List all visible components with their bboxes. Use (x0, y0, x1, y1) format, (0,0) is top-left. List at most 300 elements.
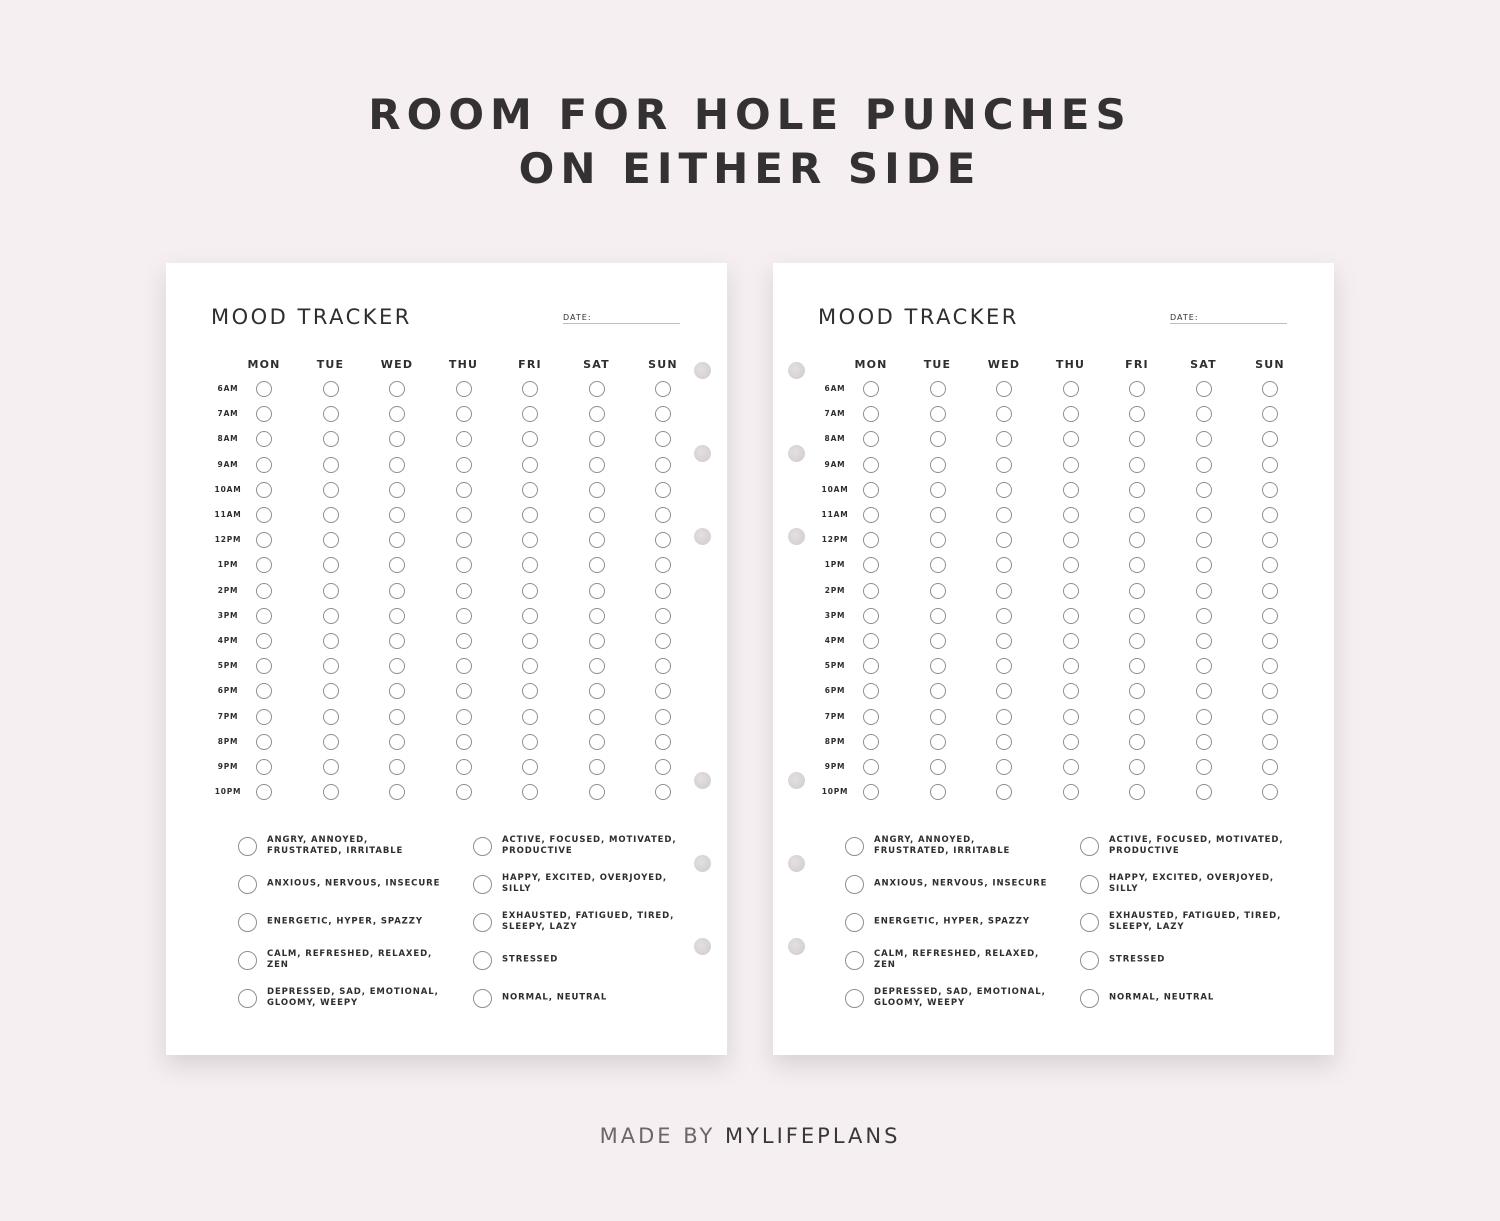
mood-bubble[interactable] (1262, 457, 1278, 473)
mood-bubble[interactable] (863, 381, 879, 397)
mood-bubble[interactable] (1063, 557, 1079, 573)
hole-punch-mark (694, 938, 711, 955)
legend-item (845, 832, 1065, 860)
mood-bubble[interactable] (863, 658, 879, 674)
legend-label: CALM, REFRESHED, RELAXED, ZEN (874, 949, 1040, 970)
legend-item (473, 870, 693, 898)
mood-bubble[interactable] (456, 633, 472, 649)
mood-bubble[interactable] (863, 457, 879, 473)
mood-bubble[interactable] (589, 784, 605, 800)
mood-bubble[interactable] (1063, 608, 1079, 624)
mood-bubble[interactable] (655, 759, 671, 775)
day-header-fri: FRI (1125, 358, 1149, 371)
mood-bubble[interactable] (1063, 457, 1079, 473)
mood-bubble[interactable] (1262, 658, 1278, 674)
mood-bubble[interactable] (930, 507, 946, 523)
time-label-7am: 7AM (824, 409, 846, 419)
legend-color-circle[interactable] (238, 837, 257, 856)
mood-bubble[interactable] (256, 583, 272, 599)
mood-bubble[interactable] (389, 784, 405, 800)
mood-bubble[interactable] (456, 431, 472, 447)
mood-bubble[interactable] (1262, 784, 1278, 800)
mood-bubble[interactable] (1262, 381, 1278, 397)
mood-bubble[interactable] (389, 482, 405, 498)
mood-bubble[interactable] (256, 784, 272, 800)
mood-bubble[interactable] (456, 734, 472, 750)
mood-bubble[interactable] (930, 709, 946, 725)
mood-bubble[interactable] (930, 683, 946, 699)
mood-bubble[interactable] (589, 759, 605, 775)
legend-color-circle[interactable] (1080, 875, 1099, 894)
mood-bubble[interactable] (456, 406, 472, 422)
mood-bubble[interactable] (389, 457, 405, 473)
mood-bubble[interactable] (863, 759, 879, 775)
mood-bubble[interactable] (522, 406, 538, 422)
mood-bubble[interactable] (256, 683, 272, 699)
legend-color-circle[interactable] (845, 913, 864, 932)
mood-bubble[interactable] (256, 658, 272, 674)
mood-bubble[interactable] (389, 381, 405, 397)
legend-color-circle[interactable] (473, 989, 492, 1008)
mood-bubble[interactable] (930, 583, 946, 599)
mood-bubble[interactable] (589, 507, 605, 523)
mood-bubble[interactable] (996, 381, 1012, 397)
mood-bubble[interactable] (1262, 608, 1278, 624)
mood-bubble[interactable] (655, 457, 671, 473)
day-header-mon: MON (854, 358, 888, 371)
mood-bubble[interactable] (522, 532, 538, 548)
mood-bubble[interactable] (1262, 557, 1278, 573)
mood-bubble[interactable] (996, 532, 1012, 548)
mood-bubble[interactable] (456, 683, 472, 699)
mood-bubble[interactable] (256, 457, 272, 473)
mood-bubble[interactable] (1129, 734, 1145, 750)
mood-bubble[interactable] (256, 507, 272, 523)
mood-bubble[interactable] (1063, 507, 1079, 523)
mood-bubble[interactable] (996, 759, 1012, 775)
legend-item (1080, 946, 1300, 974)
mood-bubble[interactable] (256, 709, 272, 725)
mood-bubble[interactable] (456, 608, 472, 624)
mood-bubble[interactable] (389, 734, 405, 750)
legend-item (1080, 832, 1300, 860)
mood-bubble[interactable] (1196, 759, 1212, 775)
time-label-2pm: 2PM (217, 585, 239, 595)
legend-label: HAPPY, EXCITED, OVERJOYED, SILLY (1109, 873, 1275, 894)
mood-bubble[interactable] (1196, 431, 1212, 447)
mood-bubble[interactable] (1262, 532, 1278, 548)
mood-bubble[interactable] (456, 658, 472, 674)
mood-bubble[interactable] (522, 709, 538, 725)
mood-bubble[interactable] (323, 683, 339, 699)
mood-bubble[interactable] (1063, 633, 1079, 649)
day-header-sat: SAT (583, 358, 610, 371)
mood-bubble[interactable] (1196, 482, 1212, 498)
mood-bubble[interactable] (930, 784, 946, 800)
mood-bubble[interactable] (1196, 507, 1212, 523)
mood-bubble[interactable] (1063, 658, 1079, 674)
hole-punch-mark (788, 528, 805, 545)
mood-bubble[interactable] (323, 759, 339, 775)
mood-bubble[interactable] (522, 759, 538, 775)
mood-bubble[interactable] (996, 633, 1012, 649)
mood-bubble[interactable] (589, 734, 605, 750)
mood-bubble[interactable] (1129, 683, 1145, 699)
mood-bubble[interactable] (256, 381, 272, 397)
mood-bubble[interactable] (930, 608, 946, 624)
legend-item (1080, 870, 1300, 898)
mood-bubble[interactable] (522, 658, 538, 674)
legend-color-circle[interactable] (238, 951, 257, 970)
mood-bubble[interactable] (589, 658, 605, 674)
mood-bubble[interactable] (323, 557, 339, 573)
legend-color-circle[interactable] (1080, 951, 1099, 970)
mood-bubble[interactable] (323, 734, 339, 750)
mood-bubble[interactable] (1063, 406, 1079, 422)
mood-bubble[interactable] (522, 683, 538, 699)
mood-bubble[interactable] (522, 381, 538, 397)
mood-bubble[interactable] (522, 633, 538, 649)
legend-color-circle[interactable] (473, 875, 492, 894)
mood-bubble[interactable] (1196, 784, 1212, 800)
page-title: MOOD TRACKER (211, 305, 412, 329)
mood-bubble[interactable] (655, 557, 671, 573)
mood-bubble[interactable] (996, 431, 1012, 447)
mood-bubble[interactable] (323, 507, 339, 523)
mood-bubble[interactable] (256, 734, 272, 750)
mood-bubble[interactable] (389, 633, 405, 649)
mood-bubble[interactable] (389, 406, 405, 422)
legend-label: EXHAUSTED, FATIGUED, TIRED, SLEEPY, LAZY (502, 911, 675, 932)
mood-bubble[interactable] (456, 457, 472, 473)
mood-bubble[interactable] (389, 583, 405, 599)
mood-bubble[interactable] (996, 608, 1012, 624)
mood-bubble[interactable] (863, 709, 879, 725)
mood-bubble[interactable] (456, 709, 472, 725)
hole-punch-mark (694, 855, 711, 872)
mood-bubble[interactable] (589, 381, 605, 397)
mood-bubble[interactable] (389, 658, 405, 674)
mood-bubble[interactable] (655, 709, 671, 725)
mood-bubble[interactable] (1063, 532, 1079, 548)
legend-color-circle[interactable] (238, 913, 257, 932)
mood-bubble[interactable] (996, 784, 1012, 800)
mood-bubble[interactable] (1129, 532, 1145, 548)
mood-bubble[interactable] (1063, 482, 1079, 498)
mood-bubble[interactable] (1262, 633, 1278, 649)
mood-bubble[interactable] (655, 381, 671, 397)
mood-bubble[interactable] (655, 482, 671, 498)
mood-bubble[interactable] (1262, 583, 1278, 599)
mood-bubble[interactable] (456, 784, 472, 800)
mood-bubble[interactable] (389, 532, 405, 548)
mood-bubble[interactable] (589, 431, 605, 447)
mood-bubble[interactable] (1129, 759, 1145, 775)
legend-item (473, 832, 693, 860)
mood-bubble[interactable] (1196, 532, 1212, 548)
time-label-6pm: 6PM (824, 686, 846, 696)
mood-bubble[interactable] (1129, 482, 1145, 498)
legend-color-circle[interactable] (473, 913, 492, 932)
mood-bubble[interactable] (655, 583, 671, 599)
mood-bubble[interactable] (522, 482, 538, 498)
mood-bubble[interactable] (655, 683, 671, 699)
date-input-line[interactable] (1170, 323, 1287, 324)
mood-bubble[interactable] (655, 734, 671, 750)
mood-bubble[interactable] (1196, 734, 1212, 750)
legend-label: ANGRY, ANNOYED, FRUSTRATED, IRRITABLE (874, 835, 1011, 856)
mood-bubble[interactable] (323, 784, 339, 800)
mood-bubble[interactable] (589, 457, 605, 473)
mood-bubble[interactable] (256, 532, 272, 548)
legend-label: ENERGETIC, HYPER, SPAZZY (267, 916, 423, 927)
mood-bubble[interactable] (863, 734, 879, 750)
mood-bubble[interactable] (863, 608, 879, 624)
legend-color-circle[interactable] (1080, 913, 1099, 932)
legend-color-circle[interactable] (1080, 989, 1099, 1008)
time-label-10pm: 10PM (214, 787, 242, 797)
mood-bubble[interactable] (589, 406, 605, 422)
mood-bubble[interactable] (323, 633, 339, 649)
mood-bubble[interactable] (389, 759, 405, 775)
legend-color-circle[interactable] (845, 989, 864, 1008)
mood-bubble[interactable] (589, 709, 605, 725)
time-label-5pm: 5PM (824, 661, 846, 671)
mood-bubble[interactable] (1129, 381, 1145, 397)
mood-bubble[interactable] (863, 532, 879, 548)
mood-bubble[interactable] (863, 583, 879, 599)
legend-color-circle[interactable] (845, 875, 864, 894)
mood-bubble[interactable] (1196, 583, 1212, 599)
legend-label: ACTIVE, FOCUSED, MOTIVATED, PRODUCTIVE (1109, 835, 1284, 856)
headline-line-1: ROOM FOR HOLE PUNCHES (368, 90, 1132, 139)
mood-bubble[interactable] (256, 633, 272, 649)
time-label-8pm: 8PM (217, 736, 239, 746)
mood-bubble[interactable] (323, 709, 339, 725)
mood-bubble[interactable] (655, 507, 671, 523)
mood-bubble[interactable] (522, 557, 538, 573)
mood-bubble[interactable] (1063, 683, 1079, 699)
mood-bubble[interactable] (1262, 406, 1278, 422)
mood-bubble[interactable] (389, 557, 405, 573)
mood-bubble[interactable] (655, 532, 671, 548)
mood-bubble[interactable] (1196, 608, 1212, 624)
mood-bubble[interactable] (1196, 381, 1212, 397)
mood-bubble[interactable] (323, 381, 339, 397)
mood-bubble[interactable] (389, 507, 405, 523)
mood-bubble[interactable] (863, 683, 879, 699)
mood-bubble[interactable] (863, 406, 879, 422)
mood-bubble[interactable] (323, 583, 339, 599)
mood-bubble[interactable] (1262, 759, 1278, 775)
mood-bubble[interactable] (522, 507, 538, 523)
mood-bubble[interactable] (323, 658, 339, 674)
date-input-line[interactable] (563, 323, 680, 324)
mood-bubble[interactable] (863, 557, 879, 573)
time-label-8pm: 8PM (824, 736, 846, 746)
mood-bubble[interactable] (456, 482, 472, 498)
legend-color-circle[interactable] (238, 989, 257, 1008)
mood-bubble[interactable] (1129, 507, 1145, 523)
mood-bubble[interactable] (522, 431, 538, 447)
mood-bubble[interactable] (589, 683, 605, 699)
mood-bubble[interactable] (996, 583, 1012, 599)
mood-bubble[interactable] (1063, 583, 1079, 599)
mood-bubble[interactable] (996, 658, 1012, 674)
legend-color-circle[interactable] (1080, 837, 1099, 856)
mood-bubble[interactable] (1063, 734, 1079, 750)
hole-punch-mark (788, 772, 805, 789)
footer (0, 1124, 1500, 1148)
mood-bubble[interactable] (1196, 683, 1212, 699)
mood-bubble[interactable] (256, 406, 272, 422)
mood-bubble[interactable] (1262, 683, 1278, 699)
mood-bubble[interactable] (996, 709, 1012, 725)
mood-bubble[interactable] (930, 658, 946, 674)
legend-color-circle[interactable] (473, 951, 492, 970)
hole-punch-mark (788, 855, 805, 872)
mood-bubble[interactable] (1063, 381, 1079, 397)
mood-bubble[interactable] (1063, 784, 1079, 800)
mood-bubble[interactable] (655, 633, 671, 649)
planner-page-right (773, 263, 1334, 1055)
mood-bubble[interactable] (589, 608, 605, 624)
mood-bubble[interactable] (1196, 406, 1212, 422)
mood-bubble[interactable] (1063, 431, 1079, 447)
mood-bubble[interactable] (930, 633, 946, 649)
legend-item (845, 870, 1065, 898)
mood-bubble[interactable] (589, 532, 605, 548)
legend-color-circle[interactable] (845, 837, 864, 856)
mood-bubble[interactable] (256, 759, 272, 775)
mood-bubble[interactable] (930, 557, 946, 573)
mood-bubble[interactable] (1129, 608, 1145, 624)
mood-bubble[interactable] (863, 784, 879, 800)
mood-bubble[interactable] (930, 457, 946, 473)
mood-bubble[interactable] (655, 784, 671, 800)
day-header-tue: TUE (923, 358, 952, 371)
mood-bubble[interactable] (389, 431, 405, 447)
mood-bubble[interactable] (522, 784, 538, 800)
mood-bubble[interactable] (589, 583, 605, 599)
mood-bubble[interactable] (389, 608, 405, 624)
legend-label: NORMAL, NEUTRAL (502, 992, 608, 1003)
mood-bubble[interactable] (863, 633, 879, 649)
day-header-mon: MON (247, 358, 281, 371)
mood-bubble[interactable] (1129, 784, 1145, 800)
mood-bubble[interactable] (1129, 633, 1145, 649)
mood-bubble[interactable] (930, 482, 946, 498)
mood-bubble[interactable] (1262, 709, 1278, 725)
mood-bubble[interactable] (930, 431, 946, 447)
mood-bubble[interactable] (256, 608, 272, 624)
mood-bubble[interactable] (1063, 759, 1079, 775)
mood-bubble[interactable] (323, 406, 339, 422)
mood-bubble[interactable] (930, 759, 946, 775)
mood-bubble[interactable] (589, 482, 605, 498)
mood-bubble[interactable] (456, 507, 472, 523)
legend-color-circle[interactable] (473, 837, 492, 856)
mood-bubble[interactable] (256, 482, 272, 498)
mood-bubble[interactable] (522, 583, 538, 599)
mood-bubble[interactable] (389, 683, 405, 699)
mood-bubble[interactable] (1196, 557, 1212, 573)
mood-bubble[interactable] (863, 482, 879, 498)
legend-item (473, 984, 693, 1012)
mood-bubble[interactable] (389, 709, 405, 725)
mood-bubble[interactable] (1129, 406, 1145, 422)
mood-bubble[interactable] (522, 457, 538, 473)
mood-bubble[interactable] (1196, 658, 1212, 674)
mood-bubble[interactable] (1129, 557, 1145, 573)
mood-bubble[interactable] (1262, 734, 1278, 750)
mood-bubble[interactable] (522, 608, 538, 624)
mood-bubble[interactable] (589, 633, 605, 649)
mood-bubble[interactable] (456, 583, 472, 599)
mood-bubble[interactable] (456, 557, 472, 573)
mood-bubble[interactable] (996, 482, 1012, 498)
mood-bubble[interactable] (1129, 583, 1145, 599)
mood-bubble[interactable] (930, 381, 946, 397)
mood-bubble[interactable] (996, 683, 1012, 699)
mood-bubble[interactable] (323, 431, 339, 447)
mood-bubble[interactable] (655, 608, 671, 624)
legend-item (845, 908, 1065, 936)
mood-bubble[interactable] (1262, 482, 1278, 498)
mood-bubble[interactable] (522, 734, 538, 750)
mood-bubble[interactable] (996, 457, 1012, 473)
mood-bubble[interactable] (456, 759, 472, 775)
mood-bubble[interactable] (1196, 709, 1212, 725)
mood-bubble[interactable] (996, 406, 1012, 422)
mood-bubble[interactable] (1129, 658, 1145, 674)
mood-bubble[interactable] (863, 507, 879, 523)
mood-bubble[interactable] (996, 507, 1012, 523)
mood-bubble[interactable] (1196, 457, 1212, 473)
mood-bubble[interactable] (655, 658, 671, 674)
mood-bubble[interactable] (1262, 431, 1278, 447)
mood-bubble[interactable] (1262, 507, 1278, 523)
mood-bubble[interactable] (863, 431, 879, 447)
mood-bubble[interactable] (930, 406, 946, 422)
headline-line-2: ON EITHER SIDE (518, 144, 982, 193)
mood-bubble[interactable] (589, 557, 605, 573)
mood-bubble[interactable] (930, 532, 946, 548)
mood-bubble[interactable] (323, 532, 339, 548)
legend-item (473, 908, 693, 936)
legend-color-circle[interactable] (845, 951, 864, 970)
legend-label: HAPPY, EXCITED, OVERJOYED, SILLY (502, 873, 668, 894)
mood-bubble[interactable] (655, 406, 671, 422)
mood-bubble[interactable] (456, 381, 472, 397)
mood-bubble[interactable] (256, 557, 272, 573)
mood-bubble[interactable] (1129, 457, 1145, 473)
mood-bubble[interactable] (323, 608, 339, 624)
mood-bubble[interactable] (996, 734, 1012, 750)
mood-bubble[interactable] (256, 431, 272, 447)
mood-bubble[interactable] (323, 482, 339, 498)
mood-bubble[interactable] (456, 532, 472, 548)
mood-bubble[interactable] (323, 457, 339, 473)
mood-bubble[interactable] (930, 734, 946, 750)
mood-bubble[interactable] (1129, 431, 1145, 447)
mood-bubble[interactable] (1196, 633, 1212, 649)
mood-bubble[interactable] (1129, 709, 1145, 725)
mood-bubble[interactable] (655, 431, 671, 447)
mood-bubble[interactable] (996, 557, 1012, 573)
mood-bubble[interactable] (1063, 709, 1079, 725)
legend-color-circle[interactable] (238, 875, 257, 894)
